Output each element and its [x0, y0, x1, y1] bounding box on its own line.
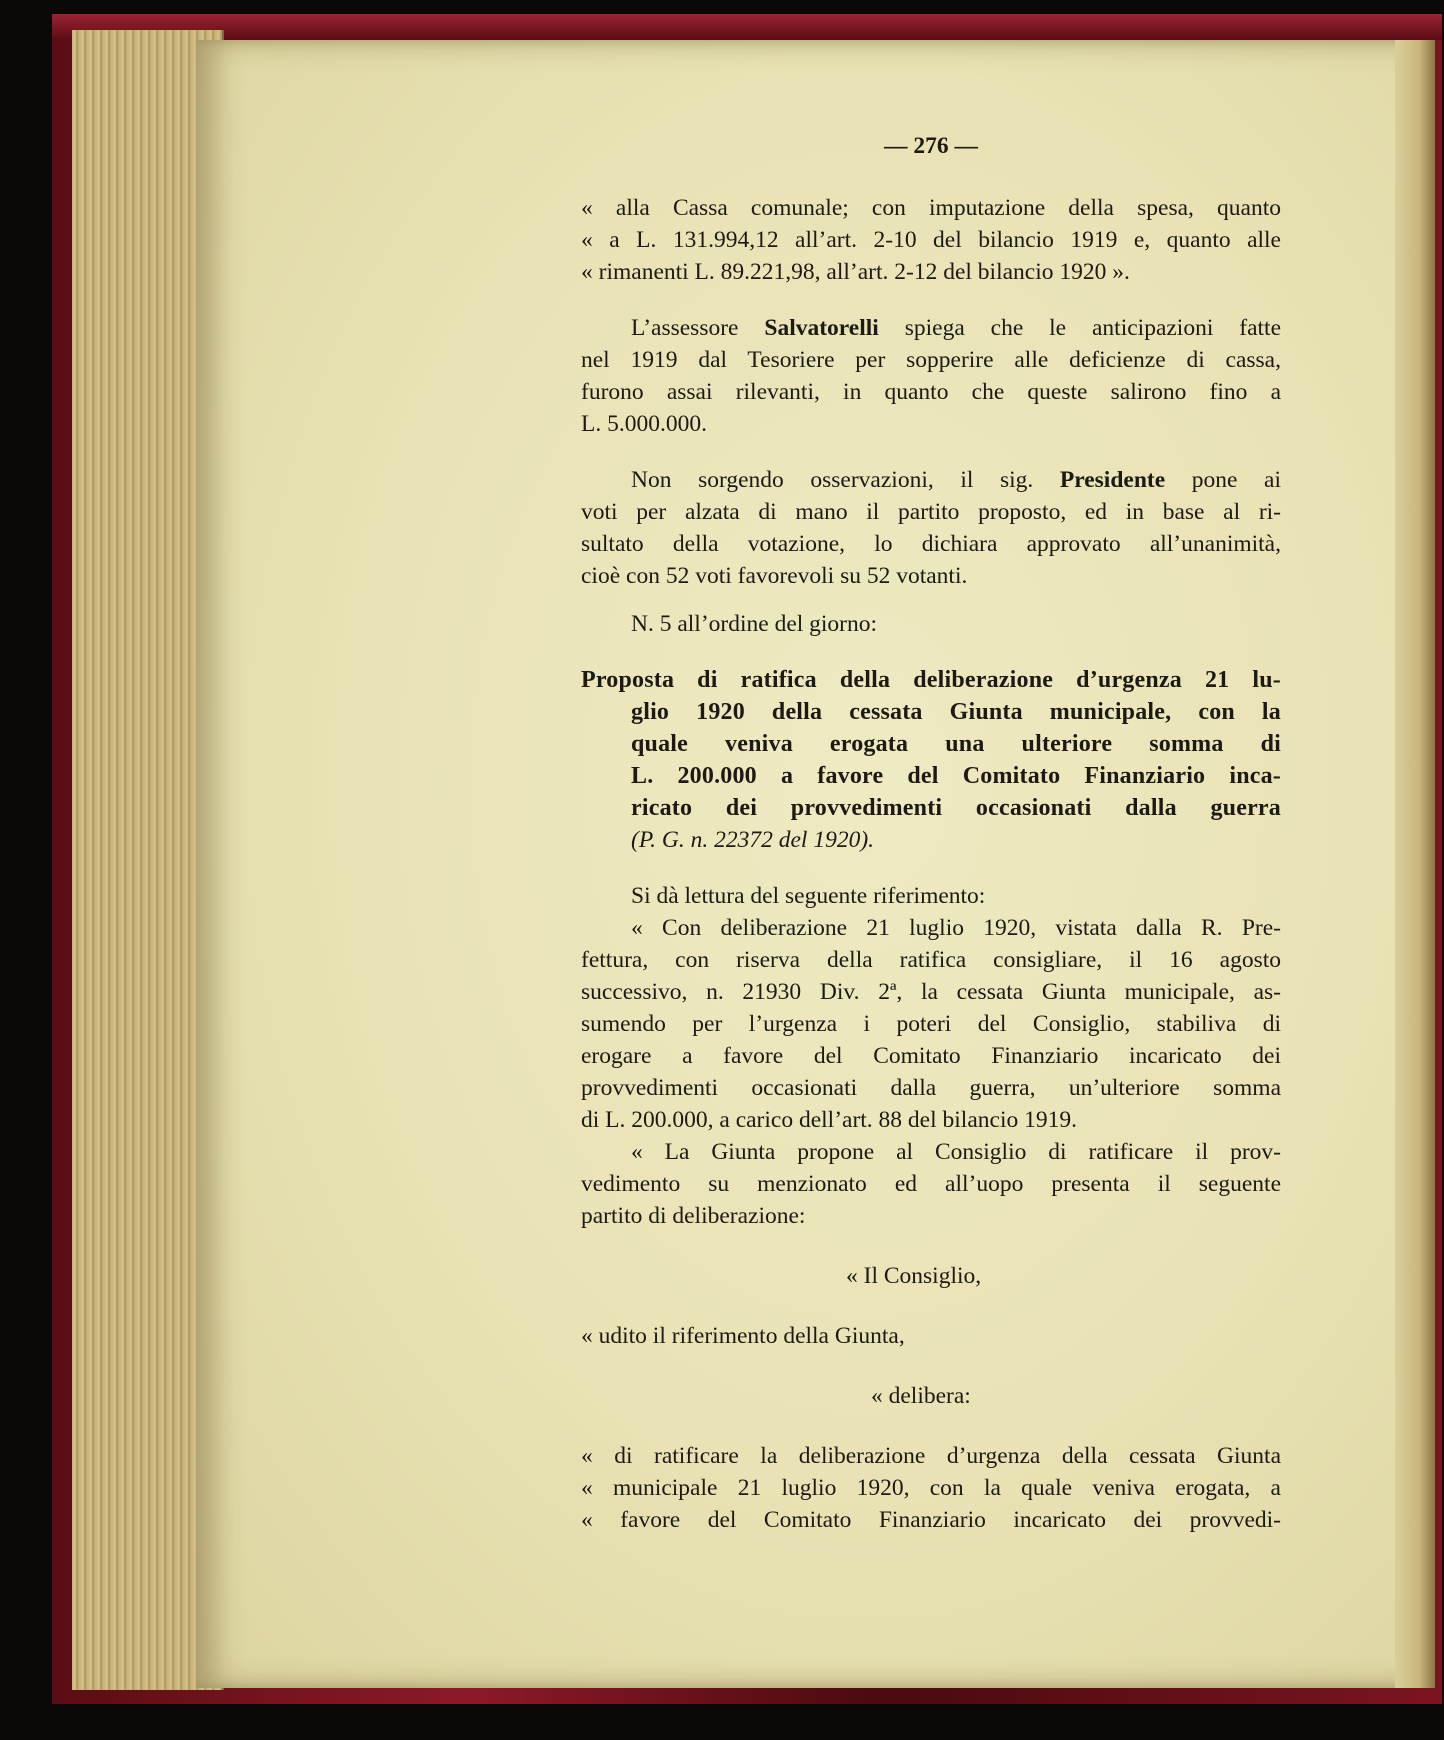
protocol-reference: (P. G. n. 22372 del 1920). — [631, 827, 875, 853]
agenda-item: N. 5 all’ordine del giorno: — [631, 611, 878, 637]
text-line: « rimanenti L. 89.221,98, all’art. 2-12 del bilancio 1920 ». — [581, 259, 1130, 285]
text-line: « Con deliberazione 21 luglio 1920, vistata dalla R. Pre- — [631, 915, 1281, 941]
text-line: vedimento su menzionato ed all’uopo presenta il seguente — [581, 1171, 1281, 1197]
text-line: nel 1919 dal Tesoriere per sopperire alle deficienze di cassa, — [581, 347, 1281, 373]
text-line: « a L. 131.994,12 all’art. 2-10 del bilancio 1919 e, quanto alle — [581, 227, 1281, 253]
text-line: « La Giunta propone al Consiglio di ratificare il prov- — [631, 1139, 1281, 1165]
text-line: L. 5.000.000. — [581, 411, 707, 437]
agenda-heading-line: Proposta di ratifica della deliberazione d’urgenza 21 lu- — [581, 667, 1281, 693]
text-line: erogare a favore del Comitato Finanziario incaricato dei — [581, 1043, 1281, 1069]
speaker-name: Presidente — [1059, 467, 1166, 493]
text-line: sultato della votazione, lo dichiara approvato all’unanimità, — [581, 531, 1281, 557]
cover-edge — [52, 14, 1442, 40]
resolution-verb: « delibera: — [871, 1383, 971, 1409]
agenda-heading-line: quale veniva erogata una ulteriore somma di — [631, 731, 1281, 757]
text-line: Si dà lettura del seguente riferimento: — [631, 883, 986, 909]
text-line: « alla Cassa comunale; con imputazione della spesa, quanto — [581, 195, 1281, 221]
text-line: « udito il riferimento della Giunta, — [581, 1323, 905, 1349]
text-line: fettura, con riserva della ratifica consigliare, il 16 agosto — [581, 947, 1281, 973]
page-right-edge — [1395, 40, 1435, 1688]
text-line: Non sorgendo osservazioni, il sig. Presidente pone ai — [631, 467, 1281, 493]
resolution-opening: « Il Consiglio, — [846, 1263, 982, 1289]
text-line: provvedimenti occasionati dalla guerra, un’ulteriore somma — [581, 1075, 1281, 1101]
text-line: sumendo per l’urgenza i poteri del Consiglio, stabiliva di — [581, 1011, 1281, 1037]
text-line: di L. 200.000, a carico dell’art. 88 del bilancio 1919. — [581, 1107, 1077, 1133]
agenda-heading-line: ricato dei provvedimenti occasionati dalla guerra — [631, 795, 1281, 821]
page-number: — 276 — — [884, 133, 978, 159]
agenda-heading-line: L. 200.000 a favore del Comitato Finanziario inca- — [631, 763, 1281, 789]
text-line: cioè con 52 voti favorevoli su 52 votanti. — [581, 563, 968, 589]
text-line: partito di deliberazione: — [581, 1203, 806, 1229]
text-line: « di ratificare la deliberazione d’urgenza della cessata Giunta — [581, 1443, 1281, 1469]
text-line: L’assessore Salvatorelli spiega che le anticipazioni fatte — [631, 315, 1281, 341]
agenda-heading-line: glio 1920 della cessata Giunta municipale, con la — [631, 699, 1281, 725]
text-line: voti per alzata di mano il partito proposto, ed in base al ri- — [581, 499, 1281, 525]
speaker-name: Salvatorelli — [764, 315, 879, 341]
text-line: successivo, n. 21930 Div. 2ª, la cessata Giunta municipale, as- — [581, 979, 1281, 1005]
text-line: furono assai rilevanti, in quanto che queste salirono fino a — [581, 379, 1281, 405]
text-line: « favore del Comitato Finanziario incaricato dei provvedi- — [581, 1507, 1281, 1533]
text-line: « municipale 21 luglio 1920, con la quale veniva erogata, a — [581, 1475, 1281, 1501]
